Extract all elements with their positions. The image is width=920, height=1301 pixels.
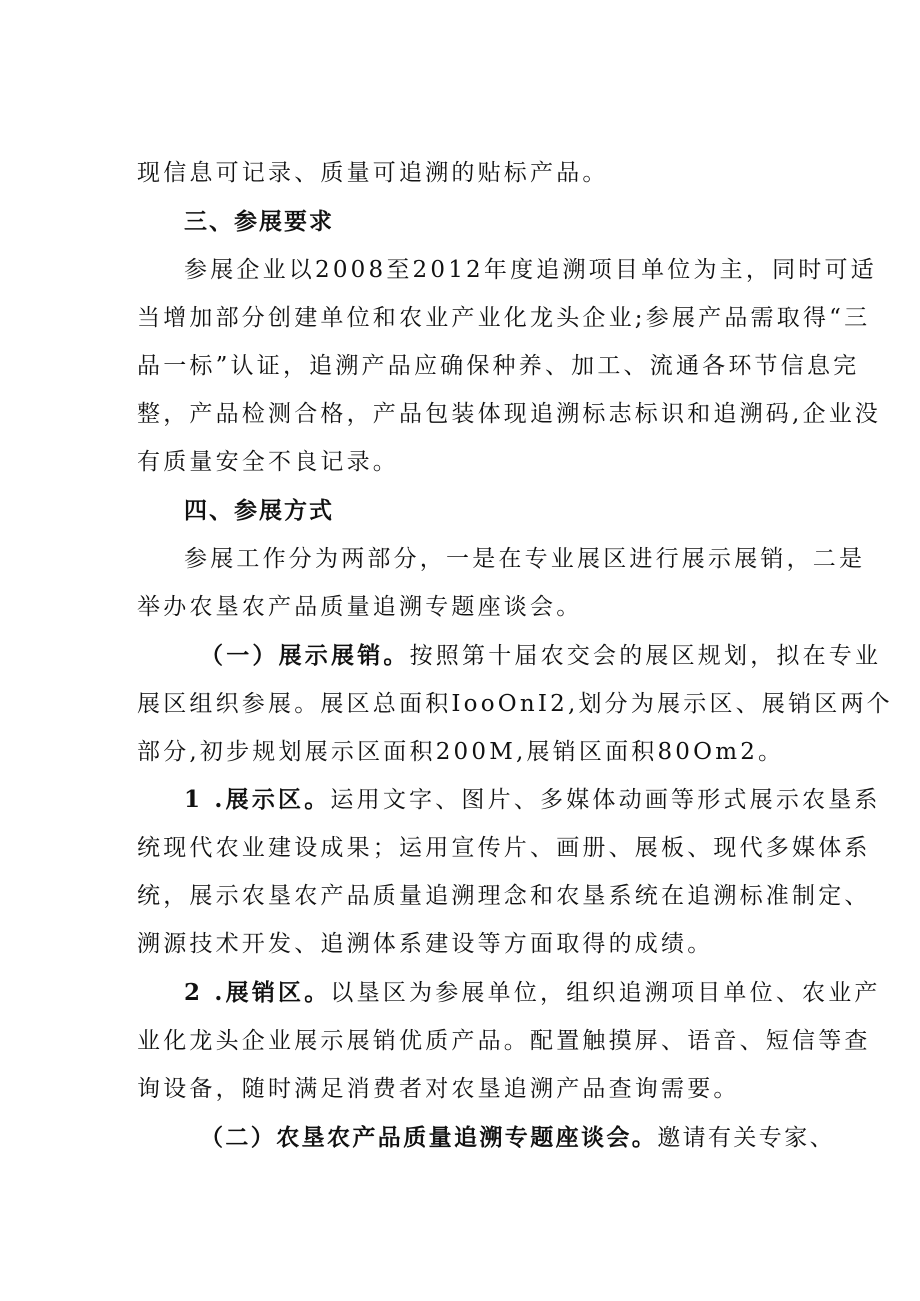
paragraph-line: 溯源技术开发、追溯体系建设等方面取得的成绩。: [137, 931, 714, 957]
section-heading: 三、参展要求: [184, 208, 334, 235]
paragraph-line: [200, 1123, 836, 1153]
paragraph-line: [184, 978, 881, 1008]
paragraph-line: [200, 641, 882, 671]
paragraph-line: 品一标”认证，追溯产品应确保种养、加工、流通各环节信息完: [137, 353, 860, 379]
paragraph-text: 邀请有关专家、: [657, 1125, 836, 1151]
paragraph-line: 当增加部分创建单位和农业产业化龙头企业;参展产品需取得“三: [137, 305, 871, 331]
subsection-title: （二）农垦农产品质量追溯专题座谈会。: [200, 1124, 658, 1151]
item-title: 1 .展示区。: [184, 786, 331, 813]
item-title: 2 .展销区。: [184, 979, 331, 1006]
paragraph-line: 有质量安全不良记录。: [137, 449, 399, 475]
paragraph-line: 整，产品检测合格，产品包装体现追溯标志标识和追溯码,企业没: [137, 401, 882, 427]
paragraph-line: [184, 785, 881, 815]
paragraph-text: 运用文字、图片、多媒体动画等形式展示农垦系: [330, 787, 881, 813]
paragraph-line: 参展企业以2008至2012年度追溯项目单位为主，同时可适: [184, 257, 877, 283]
paragraph-line: 统现代农业建设成果；运用宣传片、画册、展板、现代多媒体系: [137, 835, 871, 861]
paragraph-line: 展区组织参展。展区总面积IooOnI2,划分为展示区、展销区两个: [137, 691, 893, 717]
paragraph-line: 部分,初步规划展示区面积200M,展销区面积80Om2。: [137, 739, 785, 765]
paragraph-line: 举办农垦农产品质量追溯专题座谈会。: [137, 594, 583, 620]
paragraph-line: 现信息可记录、质量可追溯的贴标产品。: [137, 160, 609, 186]
paragraph-line: 业化龙头企业展示展销优质产品。配置触摸屏、语音、短信等查: [137, 1028, 871, 1054]
paragraph-text: 以垦区为参展单位，组织追溯项目单位、农业产: [330, 980, 881, 1006]
subsection-title: （一）展示展销。: [200, 642, 410, 669]
section-heading: 四、参展方式: [184, 497, 334, 524]
paragraph-line: 统，展示农垦农产品质量追溯理念和农垦系统在追溯标准制定、: [137, 883, 871, 909]
paragraph-text: 按照第十届农交会的展区规划，拟在专业: [409, 643, 882, 669]
paragraph-line: 参展工作分为两部分，一是在专业展区进行展示展销，二是: [184, 546, 866, 572]
paragraph-line: 询设备，随时满足消费者对农垦追溯产品查询需要。: [137, 1076, 740, 1102]
